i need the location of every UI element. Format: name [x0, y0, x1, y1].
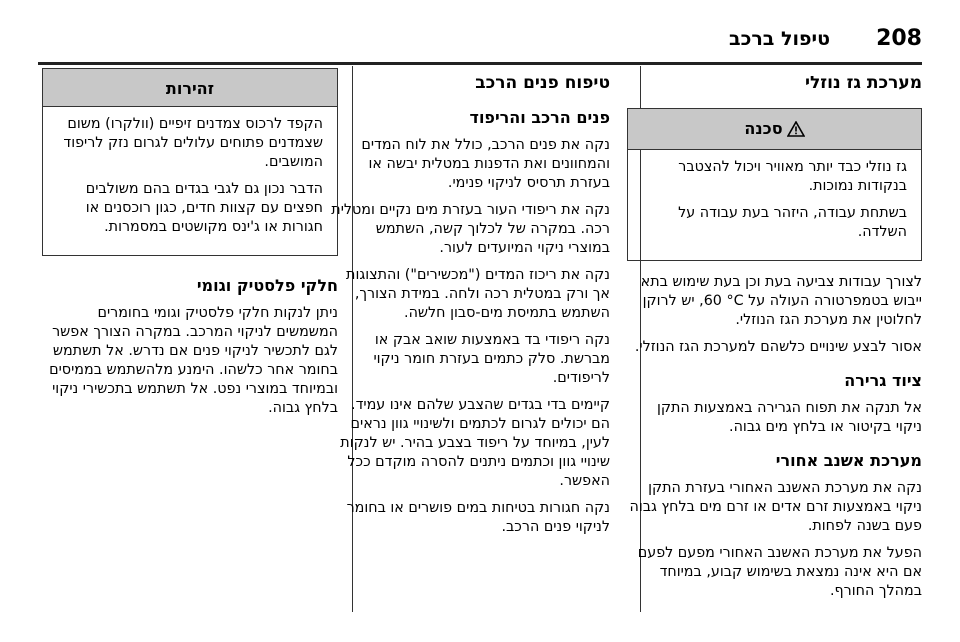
header-rule — [38, 62, 922, 65]
left-column — [42, 68, 338, 426]
caution-box — [42, 68, 338, 256]
danger-label: סכנה — [744, 119, 783, 138]
body-paragraph: נקה חגורות בטיחות במים פושרים או בחומר לניקוי פנים הרכב. — [346, 500, 610, 535]
page-header — [0, 22, 960, 62]
body-paragraph: נקה את ריכוז המדים ("מכשירים") והתצוגות אך ורק במטלית רכה ולחה. במידת הצורך, השתמש בתמיסת מים-סבון חלשה. — [346, 267, 610, 321]
body-paragraph: נקה את ריפודי העור בעזרת מים נקיים ומטלית רכה. במקרה של לכלוך קשה, השתמש במוצרי ניקוי המיועדים לעור. — [331, 202, 610, 256]
middle-column — [330, 68, 610, 545]
body-paragraph: קיימים בדי בגדים שהצבע שלהם אינו עמיד. הם יכולים לגרום לכתמים ולשינויי גוון נראים לעין, במיוחד על ריפוד בצבע בהיר. יש לנקות שינויי גוון וכתמים ניתנים להסרה מוקדם ככל האפשר. — [340, 397, 610, 489]
warning-triangle-icon — [787, 121, 805, 141]
body-paragraph: ניתן לנקות חלקי פלסטיק וגומי בחומרים המשמשים לניקוי המרכב. במקרה הצורך אפשר לגם לתכשיר לניקוי פנים אם נדרש. אל תשתמש בחומר אחר כלשהו. הימנע מלהשתמש בממיסים ובמיוחד במוצרי נפט. אל תשתמש בתכשירי ניקוי בלחץ גבוה. — [49, 305, 338, 416]
rear-hatch-heading: מערכת אשנב אחורי — [775, 451, 922, 470]
danger-box-header — [628, 109, 921, 150]
body-paragraph: הפעל את מערכת האשנב האחורי מפעם לפעם אם היא אינה נמצאת בשימוש קבוע, במיוחד במהלך החורף. — [637, 545, 922, 599]
danger-box — [627, 108, 922, 261]
body-paragraph: נקה את מערכת האשנב האחורי בעזרת התקן ניקוי באמצעות זרם אדים או זרם מים בלחץ גבוה פעם בשנה לפחות. — [629, 480, 922, 534]
body-paragraph: נקה את פנים הרכב, כולל את לוח המדים והמחוונים ואת הדפנות במטלית יבשה או בעזרת תרסיס לניקוי פנימי. — [361, 137, 610, 191]
body-paragraph: אסור לבצע שינויים כלשהם למערכת הגז הנוזלי. — [634, 339, 922, 355]
caution-text: הדבר נכון גם לגבי בגדים בהם משולבים חפצים עם קצוות חדים, כגון רוכסנים או חגורות או ג'ינס מקושטים במסמרות. — [85, 181, 323, 235]
caution-text: הקפד לרכוס צמדנים זיפיים (וולקרו) משום שצמדנים פתוחים עלולים לגרום נזק לריפוד המושבים. — [63, 116, 323, 170]
body-paragraph: אל תנקה את תפוח הגרירה באמצעות התקן ניקוי בקיטור או בלחץ מים גבוה. — [656, 400, 922, 435]
page-number: 208 — [876, 26, 922, 51]
lpg-system-heading: מערכת גז נוזלי — [805, 73, 922, 93]
danger-text: בשתחת עבודה, היזהר בעת עבודה על השלדה. — [678, 205, 907, 240]
interior-care-heading: טיפוח פנים הרכב — [475, 73, 610, 93]
section-title: טיפול ברכב — [728, 28, 830, 50]
danger-text: גז נוזלי כבד יותר מאוויר ויכול להצטבר בנקודות נמוכות. — [678, 159, 907, 194]
caution-box-header: זהירות — [43, 69, 337, 107]
body-paragraph: לצורך עבודות צביעה בעת וכן בעת שימוש בתא ייבוש בטמפרטורה העולה על ‎60 °C‏, יש לרוקן לחלוטין את מערכת הגז הנוזלי. — [640, 274, 922, 328]
interior-upholstery-heading: פנים הרכב והריפוד — [469, 108, 610, 127]
right-column — [627, 68, 922, 609]
body-paragraph: נקה ריפודי בד באמצעות שואב אבק או מברשת. סלק כתמים בעזרת חומר ניקוי לריפודים. — [373, 332, 610, 386]
plastic-rubber-heading: חלקי פלסטיק וגומי — [196, 276, 338, 295]
towing-heading: ציוד גרירה — [844, 371, 922, 390]
